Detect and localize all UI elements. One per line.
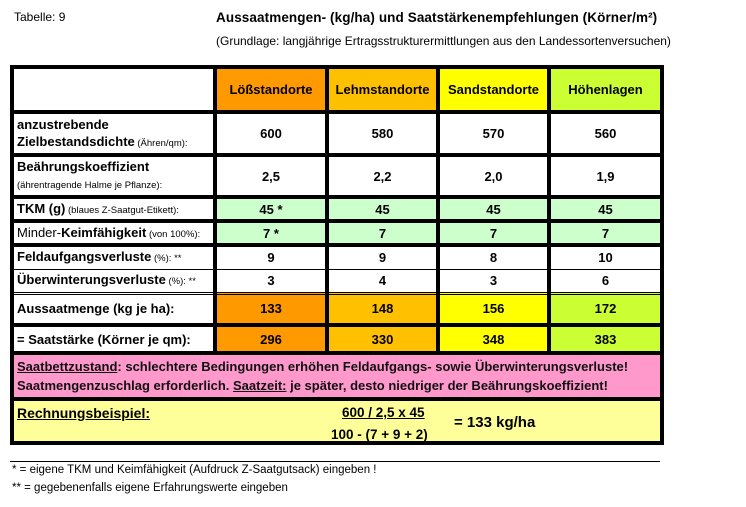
cell-lehm[interactable]: 9 bbox=[327, 245, 438, 269]
row-label bbox=[12, 112, 215, 155]
input-cell-lehm[interactable]: 45 bbox=[327, 197, 438, 221]
result-cell-hoehe: 383 bbox=[549, 325, 662, 353]
cell-hoehe[interactable]: 10 bbox=[549, 245, 662, 269]
row-label-unit: (Ähren/qm): bbox=[134, 137, 188, 149]
cell-loess[interactable]: 9 bbox=[215, 245, 327, 269]
row-label bbox=[12, 269, 215, 293]
cell-hoehe: 560 bbox=[549, 112, 662, 155]
row-label-unit: (von 100%): bbox=[146, 228, 201, 240]
example-cell bbox=[12, 399, 662, 443]
input-cell-sand[interactable]: 7 bbox=[438, 221, 549, 245]
row-label-unit: (%): ** bbox=[151, 253, 182, 265]
note-keyword-saatbett: Saatbettzustand bbox=[17, 359, 118, 374]
table-row-aussaatmenge bbox=[12, 293, 662, 325]
note-row bbox=[12, 353, 662, 399]
cell-sand[interactable]: 3 bbox=[438, 269, 549, 293]
cell-sand: 570 bbox=[438, 112, 549, 155]
row-label-unit: (blaues Z-Saatgut-Etikett): bbox=[65, 204, 179, 216]
row-label-main: TKM (g) bbox=[17, 200, 66, 216]
cell-sand[interactable]: 8 bbox=[438, 245, 549, 269]
header-empty-cell bbox=[12, 67, 215, 112]
result-cell-sand: 348 bbox=[438, 325, 549, 353]
cell-hoehe[interactable]: 6 bbox=[549, 269, 662, 293]
footnote-1: * = eigene TKM und Keimfähigkeit (Aufdruck Z-Saatgutsack) eingeben ! bbox=[12, 464, 377, 476]
result-cell-lehm: 148 bbox=[327, 293, 438, 325]
footnote-divider bbox=[10, 461, 660, 462]
input-cell-hoehe[interactable]: 45 bbox=[549, 197, 662, 221]
footnote-2: ** = gegebenenfalls eigene Erfahrungswerte eingeben bbox=[12, 482, 288, 494]
input-cell-sand[interactable]: 45 bbox=[438, 197, 549, 221]
table-row-keimfaehigkeit bbox=[12, 221, 662, 245]
row-label-line1: anzustrebende bbox=[17, 116, 109, 132]
row-label-main: Überwinterungsverluste bbox=[17, 272, 166, 287]
page-title: Aussaatmengen- (kg/ha) und Saatstärkenempfehlungen (Körner/m²) bbox=[216, 10, 658, 25]
cell-lehm: 580 bbox=[327, 112, 438, 155]
row-label bbox=[12, 197, 215, 221]
table-row-saatstaerke bbox=[12, 325, 662, 353]
note-text-2: Saatmengenzuschlag erforderlich. bbox=[17, 378, 234, 393]
column-header-hoehe: Höhenlagen bbox=[549, 67, 662, 112]
table-row-ueberwinterungsverluste bbox=[12, 269, 662, 293]
row-label-unit: (ährentragende Halme je Pflanze): bbox=[17, 180, 163, 191]
table-row-zielbestandsdichte bbox=[12, 112, 662, 155]
row-label-main: Feldaufgangsverluste bbox=[17, 249, 152, 265]
note-keyword-saatzeit: Saatzeit: bbox=[233, 378, 287, 393]
row-label-unit: (%): ** bbox=[165, 276, 196, 287]
result-cell-sand: 156 bbox=[438, 293, 549, 325]
table-row-feldaufgangsverluste bbox=[12, 245, 662, 269]
cell-loess: 600 bbox=[215, 112, 327, 155]
row-label bbox=[12, 155, 215, 197]
example-row bbox=[12, 399, 662, 443]
result-cell-hoehe: 172 bbox=[549, 293, 662, 325]
page-subtitle: (Grundlage: langjährige Ertragsstrukturermittlungen aus den Landessortenversuchen) bbox=[216, 34, 671, 48]
row-label bbox=[12, 245, 215, 269]
cell-lehm: 2,2 bbox=[327, 155, 438, 197]
column-header-lehm: Lehmstandorte bbox=[327, 67, 438, 112]
header-row bbox=[12, 67, 662, 112]
input-cell-lehm[interactable]: 7 bbox=[327, 221, 438, 245]
row-label bbox=[12, 221, 215, 245]
table-row-beaehrungskoeffizient bbox=[12, 155, 662, 197]
row-label-line2: Zielbestandsdichte bbox=[17, 133, 135, 149]
table-row-tkm bbox=[12, 197, 662, 221]
cell-lehm[interactable]: 4 bbox=[327, 269, 438, 293]
row-label: = Saatstärke (Körner je qm): bbox=[12, 325, 215, 353]
input-cell-loess[interactable]: 45 * bbox=[215, 197, 327, 221]
table-number-label: Tabelle: 9 bbox=[14, 10, 66, 24]
example-numerator: 600 / 2,5 x 45 bbox=[342, 405, 425, 420]
cell-sand: 2,0 bbox=[438, 155, 549, 197]
cell-loess[interactable]: 3 bbox=[215, 269, 327, 293]
note-text-1: : schlechtere Bedingungen erhöhen Feldaufgangs- sowie Überwinterungsverluste! bbox=[117, 359, 629, 374]
input-cell-loess[interactable]: 7 * bbox=[215, 221, 327, 245]
row-label: Aussaatmenge (kg je ha): bbox=[12, 293, 215, 325]
row-label-prefix: Minder- bbox=[17, 224, 62, 240]
example-denominator: 100 - (7 + 9 + 2) bbox=[331, 427, 428, 442]
result-cell-loess: 296 bbox=[215, 325, 327, 353]
note-text-3: je später, desto niedriger der Beährungskoeffizient! bbox=[286, 378, 608, 393]
seed-rate-table bbox=[10, 65, 664, 445]
column-header-sand: Sandstandorte bbox=[438, 67, 549, 112]
example-result: = 133 kg/ha bbox=[454, 414, 536, 431]
result-cell-loess: 133 bbox=[215, 293, 327, 325]
result-cell-lehm: 330 bbox=[327, 325, 438, 353]
note-cell bbox=[12, 353, 662, 399]
row-label-main: Keimfähigkeit bbox=[61, 224, 147, 240]
cell-hoehe: 1,9 bbox=[549, 155, 662, 197]
input-cell-hoehe[interactable]: 7 bbox=[549, 221, 662, 245]
row-label-main: Beährungskoeffizient bbox=[17, 159, 150, 174]
column-header-loess: Lößstandorte bbox=[215, 67, 327, 112]
example-label: Rechnungsbeispiel: bbox=[17, 405, 151, 421]
cell-loess: 2,5 bbox=[215, 155, 327, 197]
